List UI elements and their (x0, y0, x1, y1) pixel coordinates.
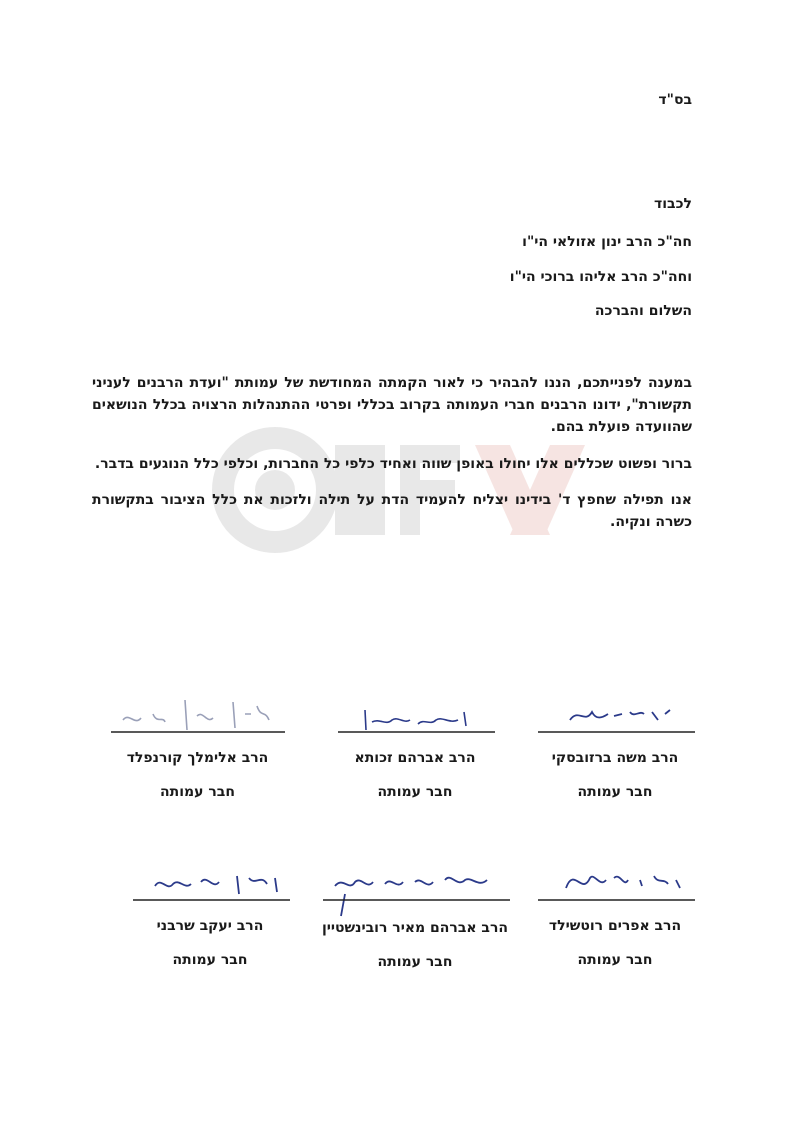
signature-block (530, 858, 700, 978)
signature-block (530, 690, 700, 810)
signature-block (125, 858, 295, 978)
signer-role: חבר עמותה (377, 954, 453, 970)
handwritten-signature-icon (530, 858, 700, 908)
salutation-to: לכבוד (654, 196, 692, 212)
body-paragraph-1: במענה לפנייתכם, הננו להבהיר כי לאור הקמתה המחודשת של עמותת "ועדת הרבנים לעניני תקשורת", ידונו הרבנים חברי העמותה בקרוב בכללי ופרטי ההתנהלות הרצויה בכלל הנושאים שהוועדה פועלת בהם. (92, 375, 692, 435)
signer-name: הרב אברהם זכותא (354, 750, 476, 766)
signer-role: חבר עמותה (377, 784, 453, 800)
body-paragraph-3: אנו תפילה שחפץ ד' בידינו יצליח להעמיד הדת על תילה ולזכות את כלל הציבור בתקשורת כשרה ונקיה. (92, 492, 692, 530)
handwritten-signature-icon (125, 858, 295, 908)
signer-role: חבר עמותה (577, 784, 653, 800)
signer-role: חבר עמותה (160, 784, 235, 800)
signature-block (330, 690, 500, 810)
signer-name: הרב אפרים רוטשילד (548, 918, 682, 934)
signer-name: הרב אלימלך קורנפלד (126, 750, 269, 766)
greeting: השלום והברכה (594, 303, 692, 319)
bsd-header: בס"ד (658, 92, 692, 108)
signer-role: חבר עמותה (172, 952, 248, 968)
body-paragraph-2: ברור ופשוט שכללים אלו יחולו באופן שווה ואחיד כלפי כל החברות, וכלפי כלל הנוגעים בדבר. (94, 456, 692, 472)
handwritten-signature-icon (330, 690, 500, 740)
handwritten-signature-icon (105, 690, 290, 740)
signature-block (105, 690, 290, 810)
signer-name: הרב אברהם מאיר רובינשטיין (321, 920, 509, 936)
handwritten-signature-icon (530, 690, 700, 740)
recipient-line-2: וחה"כ הרב אליהו ברוכי הי"ו (509, 269, 692, 285)
signer-name: הרב משה ברזובסקי (551, 750, 679, 766)
signer-role: חבר עמותה (577, 952, 653, 968)
recipient-line-1: חה"כ הרב ינון אזולאי הי"ו (522, 234, 692, 250)
signer-name: הרב יעקב שרבני (156, 918, 264, 934)
signature-block (315, 858, 515, 978)
handwritten-signature-icon (315, 858, 515, 918)
